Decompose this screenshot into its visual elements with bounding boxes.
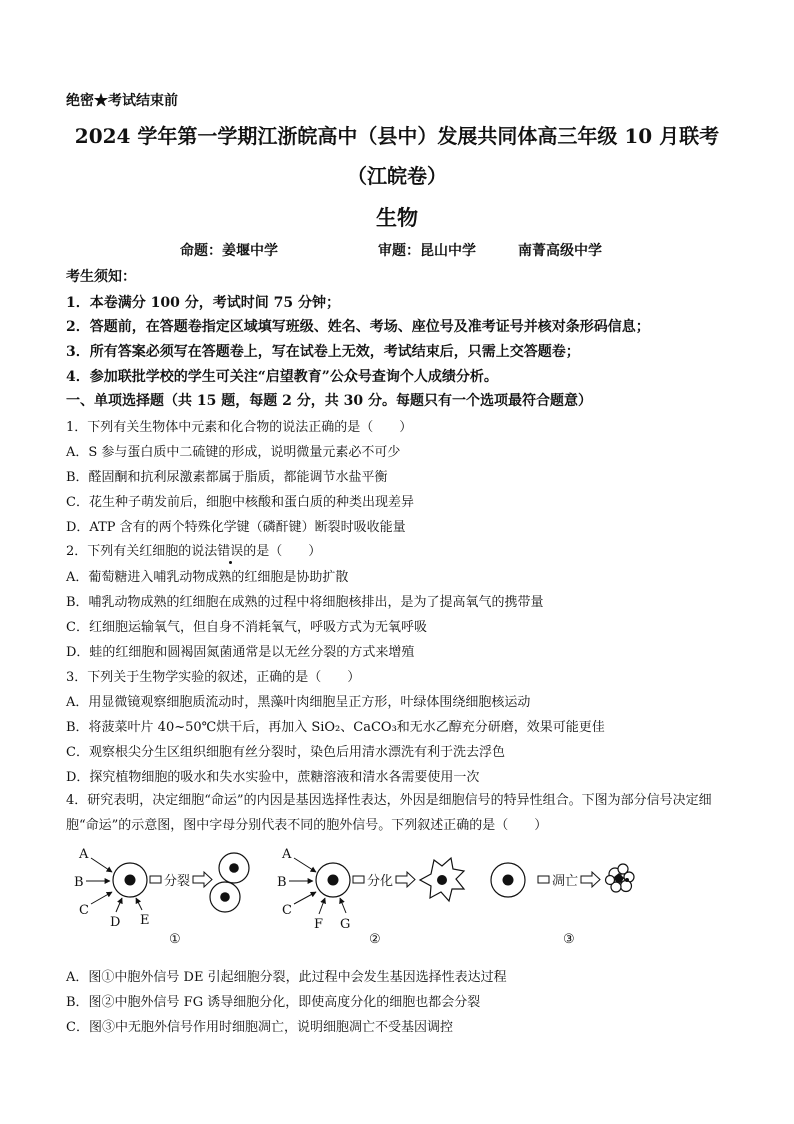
notice-item: 2．答题前，在答题卷指定区域填写班级、姓名、考场、座位号及准考证号并核对条形码信息； bbox=[66, 319, 650, 335]
question-option: C．红细胞运输氧气，但自身不消耗氧气，呼吸方式为无氧呼吸 bbox=[66, 620, 427, 635]
cell-nucleus bbox=[503, 875, 514, 886]
panel-differentiation bbox=[277, 847, 464, 947]
question-option: A．图①中胞外信号 DE 引起细胞分裂，此过程中会发生基因选择性表达过程 bbox=[66, 970, 507, 985]
question-option: C．花生种子萌发前后，细胞中核酸和蛋白质的种类出现差异 bbox=[66, 495, 414, 510]
subject-title: 生物 bbox=[376, 205, 418, 230]
setter-credit: 命题：姜堰中学 bbox=[180, 243, 278, 259]
process-label: 分裂 bbox=[164, 874, 191, 889]
question-option: B．将菠菜叶片 40~50℃烘干后，再加入 SiO₂、CaCO₃和无水乙醇充分研磨，效果可能更佳 bbox=[66, 720, 605, 735]
question-option: A．葡萄糖进入哺乳动物成熟的红细胞是协助扩散 bbox=[66, 570, 349, 585]
cell-nucleus bbox=[125, 875, 136, 886]
stem-suffix: 的是（ ） bbox=[243, 544, 322, 559]
notice-heading: 考生须知： bbox=[66, 269, 136, 285]
question-option: B．图②中胞外信号 FG 诱导细胞分化，即使高度分化的细胞也都会分裂 bbox=[66, 995, 481, 1010]
question-option: A．S 参与蛋白质中二硫键的形成，说明微量元素必不可少 bbox=[66, 445, 401, 460]
panel-division bbox=[74, 847, 249, 947]
secret-mark: 绝密★考试结束前 bbox=[66, 93, 178, 109]
question-option: B．哺乳动物成熟的红细胞在成熟的过程中将细胞核排出，是为了提高氧气的携带量 bbox=[66, 595, 544, 610]
cell-fate-diagram bbox=[66, 836, 736, 956]
exam-subtitle: （江皖卷） bbox=[347, 164, 447, 188]
signal-label: C bbox=[282, 903, 292, 918]
question-option: D．ATP 含有的两个特殊化学键（磷酐键）断裂时吸收能量 bbox=[66, 520, 406, 535]
signal-label: B bbox=[277, 875, 287, 890]
question-option: D．蛙的红细胞和圆褐固氮菌通常是以无丝分裂的方式来增殖 bbox=[66, 645, 415, 660]
signal-label: A bbox=[79, 847, 89, 862]
notice-item: 1．本卷满分 100 分，考试时间 75 分钟； bbox=[66, 295, 340, 311]
question-stem: 3．下列关于生物学实验的叙述，正确的是（ ） bbox=[66, 670, 361, 685]
question-option: C．图③中无胞外信号作用时细胞凋亡，说明细胞凋亡不受基因调控 bbox=[66, 1020, 453, 1035]
panel-apoptosis bbox=[491, 863, 634, 947]
question-stem bbox=[66, 540, 321, 559]
question-option: B．醛固酮和抗利尿激素都属于脂质，都能调节水盐平衡 bbox=[66, 470, 388, 485]
question-stem: 1．下列有关生物体中元素和化合物的说法正确的是（ ） bbox=[66, 420, 413, 435]
notice-item: 4．参加联批学校的学生可关注“启望教育”公众号查询个人成绩分析。 bbox=[66, 369, 498, 385]
question-option: A．用显微镜观察细胞质流动时，黑藻叶肉细胞呈正方形，叶绿体围绕细胞核运动 bbox=[66, 695, 531, 710]
exam-title: 2024 学年第一学期江浙皖高中（县中）发展共同体高三年级 10 月联考 bbox=[74, 124, 720, 148]
reviewer2-credit: 南菁高级中学 bbox=[518, 243, 602, 259]
signal-label: G bbox=[340, 917, 351, 932]
signal-label: A bbox=[282, 847, 292, 862]
signal-label: F bbox=[314, 917, 324, 932]
signal-label: B bbox=[74, 875, 84, 890]
panel-number: ② bbox=[369, 932, 381, 947]
panel-number: ① bbox=[169, 932, 181, 947]
stem-prefix: 2．下列有关红细胞的说法 bbox=[66, 544, 218, 559]
cell-nucleus bbox=[328, 875, 339, 886]
section-heading: 一、单项选择题（共 15 题，每题 2 分，共 30 分。每题只有一个选项最符合题意） bbox=[66, 393, 592, 409]
signal-label: E bbox=[140, 913, 150, 928]
question-stem: 4．研究表明，决定细胞“命运”的内因是基因选择性表达，外因是细胞信号的特异性组合。下图为部分信号决定细胞“命运”的示意图，图中字母分别代表不同的胞外信号。下列叙述正确的是（ ） bbox=[66, 793, 712, 833]
question-option: C．观察根尖分生区组织细胞有丝分裂时，染色后用清水漂洗有利于洗去浮色 bbox=[66, 745, 505, 760]
signal-label: C bbox=[79, 903, 89, 918]
notice-item: 3．所有答案必须写在答题卷上，写在试卷上无效，考试结束后，只需上交答题卷； bbox=[66, 344, 580, 360]
panel-number: ③ bbox=[563, 932, 575, 947]
reviewer-credit: 审题：昆山中学 bbox=[378, 243, 476, 259]
process-label: 凋亡 bbox=[552, 874, 579, 889]
question-option: D．探究植物细胞的吸水和失水实验中，蔗糖溶液和清水各需要使用一次 bbox=[66, 770, 480, 785]
apoptotic-cell bbox=[606, 864, 635, 892]
signal-label: D bbox=[110, 915, 121, 930]
stem-emphasis: 错误 bbox=[217, 544, 244, 559]
process-label: 分化 bbox=[367, 874, 394, 889]
